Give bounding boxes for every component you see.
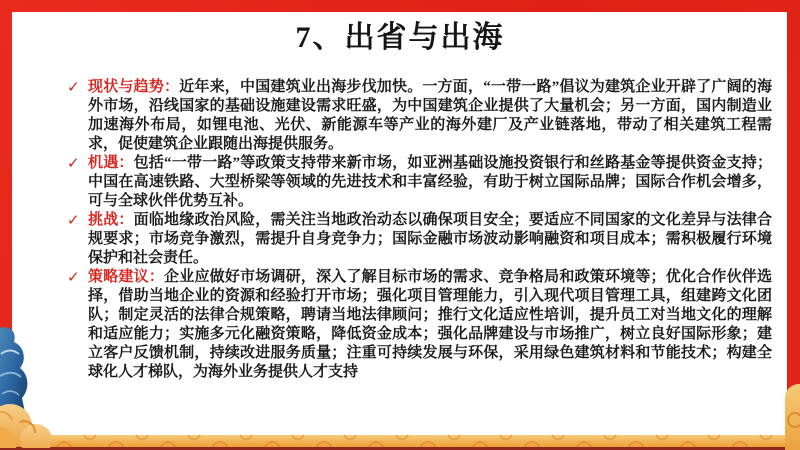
- checkmark-icon: ✓: [67, 268, 80, 286]
- bullet-label: 现状与趋势：: [88, 79, 180, 95]
- bullet-label: 挑战：: [88, 212, 134, 228]
- page-title: 7、出省与出海: [295, 21, 505, 54]
- bullet-text: 包括“一带一路”等政策支持带来新市场，如亚洲基础设施投资银行和丝路基金等提供资金支持；中国在高速铁路、大型桥梁等领域的先进技术和丰富经验，有助于树立国际品牌；国际合作机会增多，可与全球伙伴优势互补。: [88, 155, 772, 209]
- bullet-text: 企业应做好市场调研，深入了解目标市场的需求、竞争格局和政策环境等；优化合作伙伴选择，借助当地企业的资源和经验打开市场；强化项目管理能力，引入现代项目管理工具，组建跨文化团队；制定灵活的法律合规策略，聘请当地法律顾问；推行文化适应性培训，提升员工对当地文化的理解和适应能力；实施多元化融资策略，降低资金成本；强化品牌建设与市场推广，树立良好国际形象；建立客户反馈机制，持续改进服务质量；注重可持续发展与环保，采用绿色建筑材料和节能技术；构建全球化人才梯队，为海外业务提供人才支持: [88, 269, 772, 380]
- bullet-item-status-trend: [67, 78, 772, 154]
- bottom-right-ornament: [785, 384, 800, 450]
- bottom-gold-band: [0, 435, 800, 447]
- bullet-label: 机遇：: [88, 155, 134, 171]
- bottom-left-ornament: [0, 324, 58, 448]
- checkmark-icon: ✓: [67, 211, 80, 229]
- bullet-item-challenges: [67, 211, 772, 268]
- bullet-item-strategy: [67, 268, 772, 382]
- bullet-text: 近年来，中国建筑业出海步伐加快。一方面，“一带一路”倡议为建筑企业开辟了广阔的海外市场，沿线国家的基础设施建设需求旺盛，为中国建筑企业提供了大量机会；另一方面，国内制造业加速海外布局，如锂电池、光伏、新能源车等产业的海外建厂及产业链落地，带动了相关建筑工程需求，促使建筑企业跟随出海提供服务。: [88, 79, 772, 152]
- bullet-item-opportunities: [67, 154, 772, 211]
- bullet-list: [67, 78, 772, 382]
- bullet-text: 面临地缘政治风险，需关注当地政治动态以确保项目安全；要适应不同国家的文化差异与法律合规要求；市场竞争激烈，需提升自身竞争力；国际金融市场波动影响融资和项目成本；需积极履行环境保护和社会责任。: [88, 212, 772, 266]
- checkmark-icon: ✓: [67, 78, 80, 96]
- bullet-label: 策略建议：: [88, 269, 165, 285]
- checkmark-icon: ✓: [67, 154, 80, 172]
